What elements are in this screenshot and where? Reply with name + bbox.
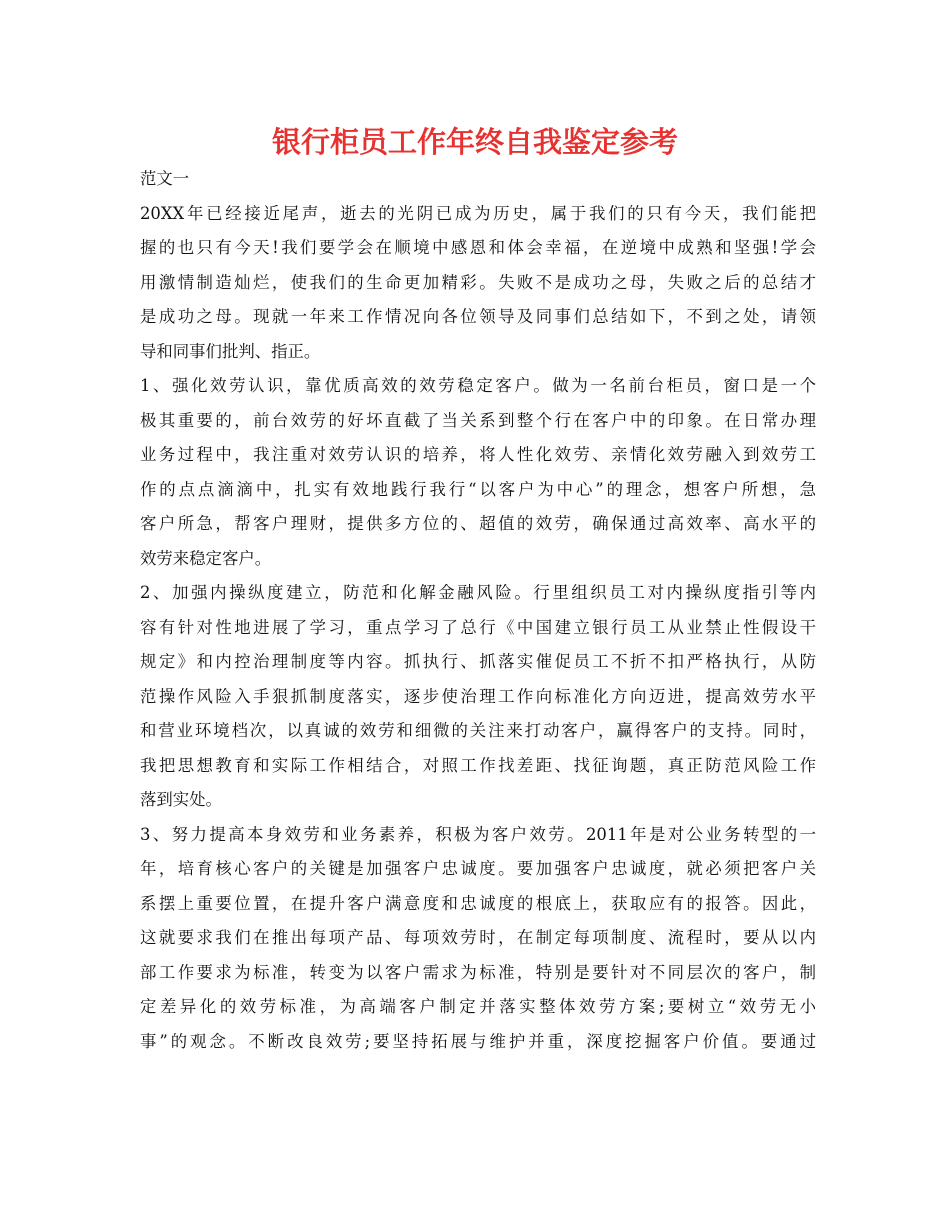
body-line: 20XX年已经接近尾声，逝去的光阴已成为历史，属于我们的只有今天，我们能把 <box>140 203 816 223</box>
body-line: 握的也只有今天!我们要学会在顺境中感恩和体会幸福，在逆境中成熟和坚强!学会 <box>140 238 816 257</box>
body-line: 年，培育核心客户的关键是加强客户忠诚度。要加强客户忠诚度，就必须把客户关 <box>140 859 816 878</box>
body-line: 定差异化的效劳标准，为高端客户制定并落实整体效劳方案;要树立“效劳无小 <box>140 997 816 1016</box>
body-line: 用激情制造灿烂，使我们的生命更加精彩。失败不是成功之母，失败之后的总结才 <box>140 272 816 292</box>
body-line: 和营业环境档次，以真诚的效劳和细微的关注来打动客户，赢得客户的支持。同时， <box>140 721 816 740</box>
body-line: 范文一 <box>140 169 190 188</box>
body-line: 是成功之母。现就一年来工作情况向各位领导及同事们总结如下，不到之处，请领 <box>140 307 816 326</box>
body-line: 容有针对性地进展了学习，重点学习了总行《中国建立银行员工从业禁止性假设干 <box>140 617 816 637</box>
body-line: 范操作风险入手狠抓制度落实，逐步使治理工作向标准化方向迈进，提高效劳水平 <box>140 686 816 706</box>
document-title: 银行柜员工作年终自我鉴定参考 <box>271 125 678 159</box>
body-line: 落到实处。 <box>140 790 222 809</box>
body-line: 系摆上重要位置，在提升客户满意度和忠诚度的根底上，获取应有的报答。因此， <box>140 893 816 913</box>
body-line: 业务过程中，我注重对效劳认识的培养，将人性化效劳、亲情化效劳融入到效劳工 <box>140 445 816 464</box>
body-line: 导和同事们批判、指正。 <box>140 341 321 361</box>
body-line: 部工作要求为标准，转变为以客户需求为标准，特别是要针对不同层次的客户，制 <box>140 962 816 982</box>
body-line: 这就要求我们在推出每项产品、每项效劳时，在制定每项制度、流程时，要从以内 <box>140 928 816 947</box>
body-line: 客户所急，帮客户理财，提供多方位的、超值的效劳，确保通过高效率、高水平的 <box>140 514 816 533</box>
body-line: 1、强化效劳认识，靠优质高效的效劳稳定客户。做为一名前台柜员，窗口是一个 <box>140 376 816 395</box>
body-line: 2、加强内操纵度建立，防范和化解金融风险。行里组织员工对内操纵度指引等内 <box>140 583 816 602</box>
body-line: 我把思想教育和实际工作相结合，对照工作找差距、找征询题，真正防范风险工作 <box>140 755 816 775</box>
document-body <box>140 162 816 1059</box>
body-line: 规定》和内控治理制度等内容。抓执行、抓落实催促员工不折不扣严格执行，从防 <box>140 652 816 671</box>
body-line: 作的点点滴滴中，扎实有效地践行我行“以客户为中心”的理念，想客户所想，急 <box>140 479 816 499</box>
body-line: 极其重要的，前台效劳的好坏直截了当关系到整个行在客户中的印象。在日常办理 <box>140 410 816 430</box>
body-line: 事”的观念。不断改良效劳;要坚持拓展与维护并重，深度挖掘客户价值。要通过 <box>140 1031 816 1051</box>
body-line: 效劳来稳定客户。 <box>140 548 272 568</box>
body-line: 3、努力提高本身效劳和业务素养，积极为客户效劳。2011年是对公业务转型的一 <box>140 824 816 844</box>
